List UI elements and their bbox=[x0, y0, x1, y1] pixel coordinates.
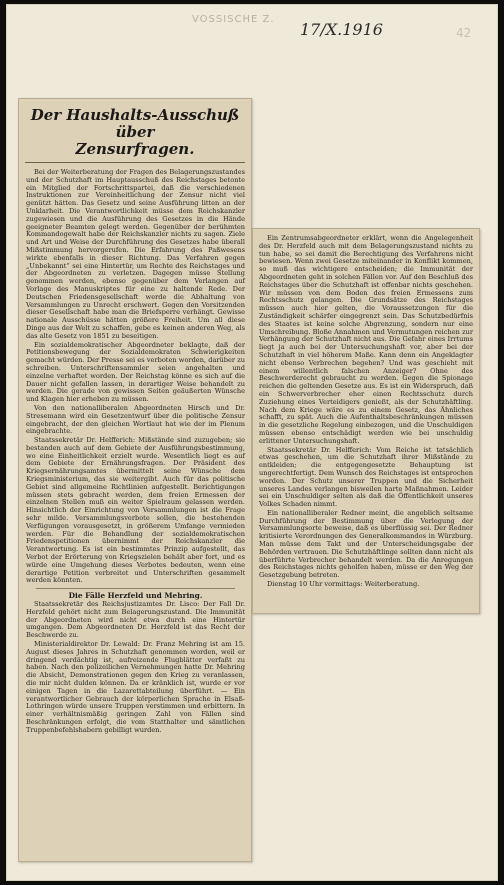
paragraph: Ein Zentrumsabgeordneter erklärt, wenn die Angelegenheit des Dr. Herzfeld auch mit dem Belagerungszustand nichts zu tun habe, so sei damit die Berechtigung des Verfahrens nicht bewiesen. Wenn zwei Gesetze miteinander in Konflikt kommen, so muß das wichtigere entscheiden; die Immunität der Abgeordneten geht in solchen Fällen vor. Auf den Beschluß des Reichstages über die Schutzhaft ist offenbar nichts geschehen. Wir müssen von dem Boden des freien Ermessens zum Rechtsschutz gelangen. Die Grundsätze des Reichstages müssen auch hier gelten, die Voraussetzungen für die Zuständigkeit schärfer eingegrenzt sein. Das Schutzbedürfnis des Staates ist keine solche Abgrenzung, sondern nur eine Umschreibung. Bloße Annahmen und Vermutungen reichen zur Verhängung der Schutzhaft nicht aus. Die Gefahr eines Irrtums liegt ja auch bei der Untersuchungshaft vor, aber bei der Schutzhaft in viel höherem Maße. Kann denn ein Angeklagter nicht ebenso Verbrechen begehen? Und was geschieht mit einem willentlich falschen Anzeiger? Ohne des Beschwerderecht gebraucht zu werden. Gegen die Spionage reichen die geltenden Gesetze aus. Es ist ein Widerspruch, daß ein Schwerverbrecher eher einen Rechtsschutz durch Zuziehung eines Verteidigers genießt, als der Schutzhäftling. Nach dem Kriege wäre es zu einem Gesetz, das Ähnliches schafft, zu spät. Auch die Aufenthaltsbeschränkungen müssen in die gesetzliche Regelung einbezogen, und die Unschuldigen müssen ebenso entschädigt werden wie bei unschuldig erlittener Untersuchungshaft. bbox=[259, 234, 473, 445]
paragraph: Staatssekretär des Reichsjustizamtes Dr. Lisco: Der Fall Dr. Herzfeld gehört nicht zum Belagerungszustand. Die Immunität der Abgeordneten wird nicht etwa durch eine Hintertür umgangen. Dem Abgeordneten Dr. Herzfeld ist das Recht der Beschwerde zu. bbox=[26, 600, 245, 640]
paragraph: Dienstag 10 Uhr vormittags: Weiterberatung. bbox=[267, 580, 420, 589]
right-newspaper-clipping bbox=[252, 228, 480, 614]
right-column-text bbox=[253, 229, 479, 592]
section-subheading: Die Fälle Herzfeld und Mehring. bbox=[68, 591, 203, 601]
article-title-line-2: Zensurfragen. bbox=[75, 140, 195, 158]
left-newspaper-clipping bbox=[18, 98, 252, 862]
section-divider bbox=[36, 588, 235, 589]
article-title bbox=[25, 107, 245, 163]
paragraph: Staatssekretär Dr. Helfferich: Mißstände sind zuzugeben; sie bestanden auch auf dem Gebiete der Ausführungsbestimmung, wo eine Einheitlichkeit erzielt wurde. Wesentlich liegt es auf dem Gebiete der Ernährungsfragen. Der Präsident des Kriegsernährungsamtes übermittelt seine Wünsche dem Kriegsministerium, das sie weitergibt. Auch für das politische Gebiet sind allgemeine Richtlinien aufgestellt. Berichtigungen müssen stets gebracht werden, dem freien Ermessen der einzelnen Stellen muß ein weiter Spielraum gelassen werden. Hinsichtlich der Einrichtung von Versammlungen ist die Frage sehr milde. Versammlungsverbote sollen, die bestehenden Verfügungen vorausgesetzt, in größerem Umfange vermieden werden. Für die Behandlung der sozialdemokratischen Friedenspetitionen übernimmt der Reichskanzler die Verantwortung. Es ist ein bestimmtes Prinzip aufgestellt, das Verbot der Erörterung von Kriegszielen behält aber fort, und es würde eine Umgehung dieses Verbotes bedeuten, wenn eine derartige Petition verbreitet und Unterschriften gesammelt werden könnten. bbox=[26, 436, 245, 585]
paragraph: Bei der Weiterberatung der Fragen des Belagerungszustandes und der Schutzhaft im Hauptausschuß des Reichstages betonte ein Mitglied der Fortschrittspartei, daß die verschiedenen Instruktionen zur Vereinheitlichung der Zensur nicht viel genützt hätten. Das Gesetz und seine Ausführung litten an der Unklarheit. Die Verantwortlichkeit müsse dem Reichskanzler zugewiesen und die Ausführung des Gesetzes in die Hände geeigneter Beamten gelegt werden. Gegenüber der berühmten Kommandogewalt habe der Reichskanzler nichts zu sagen. Ziele und Art und Weise der Durchführung des Gesetzes habe überall Mißstimmung hervorgerufen. Die Erfahrung des Paßwesens wirkte ebenfalls in dieser Richtung. Das Verfahren gegen „Unbekannt“ sei eine Hintertür, um Rechte des Reichstages und der Abgeordneten zu verletzen. Dagegen müsse Stellung genommen werden, ebenso gegenüber dem Verlangen auf Vorlage des Manuskriptes für eine zu haltende Rede. Der Deutschen Friedensgesellschaft werde die Abhaltung von Versammlungen zu Unrecht erschwert. Gegen den Vorsitzenden dieser Gesellschaft habe man die Briefsperre verhängt. Gewisse nationale Ausschüsse hätten größere Freiheit. Um all diese Dinge aus der Welt zu schaffen, gebe es keinen anderen Weg, als das alte Gesetz von 1851 zu beseitigen. bbox=[26, 168, 245, 340]
paragraph: Staatssekretär Dr. Helfferich: Vom Reiche ist tatsächlich etwas geschehen, um die Schutzhaft ihrer Mißstände zu entkleiden; die entgegengesetzte Behauptung ist ungerechtfertigt. Dem Wunsch des Reichstages ist entsprochen worden. Der Schutz unserer Truppen und die Sicherheit unseres Landes verlangen bisweilen harte Maßnahmen. Leider sei ein Unschuldiger selten als daß die Öffentlichkeit unseres Volkes Schaden nimmt. bbox=[259, 445, 473, 509]
article-title-line-1: Der Haushalts-Ausschuß über bbox=[30, 106, 240, 141]
paragraph: Von den nationalliberalen Abgeordneten Hirsch und Dr. Stresemann wird ein Gesetzentwurf über die politische Zensur eingebracht, der den gleichen Wortlaut hat wie der im Plenum eingebrachte. bbox=[26, 403, 245, 436]
paragraph: Ein nationalliberaler Redner meint, die angeblich seltsame Durchführung der Bestimmung über die Verlegung der Versammlungsorte beweise, daß es überflüssig sei. Der Redner kritisierte Verordnungen des Generalkommandos in Würzburg. Man müsse dem Takt und der Unterscheidungsgabe der Behörden vertrauen. Die Schutzhäftlinge sollten dann nicht als überführte Verbrecher behandelt werden. Da die Anregungen des Reichstages nichts geholfen haben, müsse er den Weg der Gesetzgebung betreten. bbox=[259, 508, 473, 580]
archive-number: 42 bbox=[456, 26, 472, 40]
paragraph: Ein sozialdemokratischer Abgeordneter beklagte, daß der Petitionsbewegung der Sozialdemokraten Schwierigkeiten gemacht würden. Der Presse sei es verboten worden, darüber zu schreiben. Unterschriftensammler seien angehalten und einzelne verhaftet worden. Der Reichstag könne es sich auf die Dauer nicht gefallen lassen, in derartiger Weise behandelt zu werden. Die gerade von gewissen Seiten geäußerten Wünsche und Klagen hier erheben zu müssen. bbox=[26, 340, 245, 404]
newspaper-stamp: VOSSISCHE Z. bbox=[192, 14, 275, 25]
paragraph: Ministerialdirektor Dr. Lewald: Dr. Franz Mehring ist am 15. August dieses Jahres in Schutzhaft genommen worden, weil er dringend verdächtig ist, aufreizende Flugblätter verfaßt zu haben. Nach den polizeilichen Vernehmungen hatte Dr. Mehring die Absicht, Demonstrationen gegen den Krieg zu veranlassen, die mir nicht dulden können. Da er kränklich ist, wurde er vor einigen Tagen in die Lazarettabteilung überführt. — Ein verantwortlicher Gebrauch der körperlichen Sprache in Elsaß-Lothringen würde unsere Truppen verstimmen und erbittern. In einer verhältnismäßig geringen Zahl von Fällen sind Beschränkungen erfolgt, die vom Statthalter und sämtlichen Truppenbefehlshabern gebilligt wurden. bbox=[26, 640, 245, 734]
handwritten-date: 17/X.1916 bbox=[300, 20, 383, 39]
left-column-text bbox=[19, 167, 251, 738]
